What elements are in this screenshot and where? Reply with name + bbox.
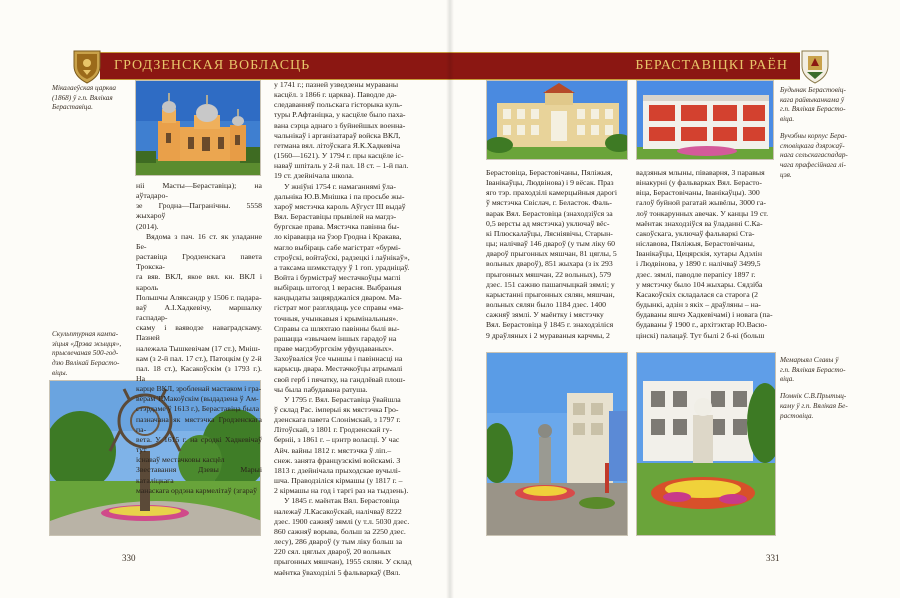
right-header-band (450, 52, 800, 80)
photo-agricultural-lyceum[interactable] (636, 80, 774, 160)
left-header-title: ГРОДЗЕНСКАЯ ВОБЛАСЦЬ (114, 58, 311, 73)
right-text-column-2: вадзяныя млыны, піваварня, 3 паравыя вінакурні (у фальварках Вял. Берасто- віца, Берастовічаны, Іванікаўцы). 300 галоў буйной рагатай жывёлы, 3000 га- лоў тонкарунных авечак. У канцы 19 ст. маёнтак знаходзіўся ва ўладанні С.Ка- сакоўскага, уключаў фальваркі Ста- ніславова, Пяліжыя, Берастовічаны, Іванікаўцы, Цецярскія, хутары Адэлін і Людвінова, у 1890 г. налічваў 3499,5 дзес. зямлі, паводле перапісу 1897 г. у мястэчку было 104 жыхары. Сядзіба Касакоўскіх складалася са старога (2 будынкі, адзін з якіх – драўляны – на- будаваны яшчэ Хадкевічамі) і новага (па- будаваны ў 1900 г., архітэктар Ю.Васю- цінскі) палацаў. Тут былі 2 б-кі (больш (636, 168, 773, 340)
photo-glory-memorial[interactable] (486, 352, 628, 536)
caption-buildings: Будынак Берастовіц- кага райвыканкама ў г.п. Вялікая Берасто- віца. Вучэбны корпус Бера- стовіцкага дзяржаў- нага сельскагаспадар- чага прафесійнага лі- цэя. (780, 86, 848, 179)
photo-church[interactable] (135, 80, 261, 176)
caption-church: Мікалаеўская царква (1868) ў г.п. Вялікая Бераставіца. (52, 84, 116, 112)
right-page (450, 0, 900, 598)
right-header-title: БЕРАСТАВІЦКІ РАЁН (635, 58, 788, 73)
page-number-right: 331 (766, 553, 780, 563)
caption-memorials: Мемарыял Славы ў г.п. Вялікая Берасто- віца. Помнік С.В.Прытыц- каму ў г.п. Вялікая Бе- растовіца. (780, 356, 848, 420)
left-header-band (100, 52, 450, 80)
regional-coat-of-arms-icon (72, 48, 102, 84)
book-gutter-shadow (446, 0, 454, 598)
city-coat-of-arms-icon (800, 48, 830, 84)
left-text-column-2: у 1741 г.; пазней узведзены мураваны касцёл. з 1866 г. царква). Паводле да- следаванняў польскага гісторыка куль- туры Р.Афтаніцка, у касцёле было паха- вана сэрца аднаго з буйнейшых военна- чальнікаў і арганізатараў войска ВКЛ, гетмана вял. літоўскага Я.К.Хадкевіча (1560—1621). У 1794 г. пры касцёле іс- наваў шпіталь у 2-й пал. 18 ст. – 1-й пал. 19 ст. дзейнічала школа. У жніўні 1754 г. намаганнямі ўла- дальніка Ю.В.Мнішка і па просьбе жы- хароў мястэчка кароль Аўгуст III выдаў Вял. Бераставіцы прывілей на магдэ- бургскае права. Мястэчка павінна бы- ло кіравацца на ўзор Гродна і Кракава, магло выбіраць сабе магістрат «бурмі- строўскі, войтаўскі, радзецкі і лаўнікаў», а таксама шэмкстадуу ў 1 гоп. урадніцаў. Войта і бурмістраў местачкоўцы маглі выбіраць штогод 1 верасня. Выбраныя кандыдаты зацвярджаліся дваром. Ма- гістрат мог разглядаць усе справы «ма- точныя, учынкавыя і крымінальныя». Справы са шляхтаю павінны былі вы- рашацца «звычаем іншых гарадоў на праве магдэбургскім уфундаваных». Захоўваліся ўсе чыншы і павіннасці на карысць двара. Местачкоўцы атрымалі свой герб і пячатку, на гандлёвай плош- чы была пабудавана ратуша. У 1795 г. Вял. Бераставіца ўвайшла ў склад Рас. імперыі як мястэчка Гро- дзенскага павета Слонімскай, з 1797 г. Літоўскай, з 1801 г. Гродзенскай гу- берніі, з 1861 г. – цэнтр воласці. У час Айч. вайны 1812 г. мястэчка ў ліп.– снеж. занята французскімі войскамі. З 1813 г. дзейнічала прыходскае вучылі- шча. Праводзіліся кірмашы (у 1817 г. – 2 кірмашы на год і таргі раз на тыдзень). У 1845 г. маёнтак Вял. Берастовіца належаў Л.Касакоўскай, налічваў 8222 дзес. 1900 сажняў зямлі (у т.л. 5030 дзес. 860 сажняў ворыва, больш за 2250 дзес. лесу), 286 двароў (у тым ліку больш за 220 сял. цяглых двароў, 20 вольных прыгонных мяшчан), 1955 сялян. У склад маёнтка ўваходзілі 5 фальваркаў (Вял. (274, 80, 412, 577)
left-text-column-1: ніі Масты—Бераставіца); на аўтадаро- зе Гродна—Пагранічны. 5558 жыхароў (2014). Вядома з пач. 16 ст. як уладанне Бе- раставіца Гродзенскага павета Трокска- га вяв. ВКЛ, якое вял. кн. ВКЛ і кароль Польшчы Аляксандр у 1506 г. падара- ваў А.І.Хадкевічу, маршалку гаспадар- скаму і ваяводзе наваградскаму. Пазней належала Тышкевічам (17 ст.), Мніш- кам (з 2-й пал. 17 ст.), Патоцкім (у 2-й пал. 18 ст.), Касакоўскім (з 1793 г.). На карце ВКЛ, зробленай мастаком і гра- вёрам Т.Макоўскім (выдадзена ў Ам- стэрдаме ў 1613 г.), Бераставіца была пазначана як мястэчка Гродзенскага па- вета. У 1615 г. на сродкі Хадкевічаў тут існаваў местачковы касцёл Звеставання Дзевы Марыі каталіцкага манаскага ордэна кармелітаў (згараў (136, 181, 262, 495)
photo-district-executive-committee[interactable] (486, 80, 628, 160)
page-number-left: 330 (122, 553, 136, 563)
caption-sculpture: Скульптурная кампа- зіцыя «Дрэва жыцця», прысвечаная 500-год- дзю Вялікай Берасто- віцы. (52, 330, 122, 377)
photo-prytytski-monument[interactable] (636, 352, 776, 536)
right-text-column-1: Берастовіца, Берастовічаны, Пяліжыя, Іванікаўцы, Людвінова) і 9 вёсак. Праз яго тэр. праходзілі камерцыйныя дарогі ў мястэчка Свіслач, г. Беласток. Фаль- варак Вял. Берастовіца (знаходзіўся за 0,5 версты ад мястэчка) уключаў вёс- кі Плюскалаўцы, Лясніявічы, Старын- цы; налічваў 146 двароў (у тым ліку 60 двароў прыгонных мяшчан, 81 цяглы, 5 вольных двароў), 851 жыхара (з іх 293 прыгонных мяшчан, 22 вольных), 579 дзес. 151 сажню пашапчыцкай зямлі; у карыстанні прыгонных сялян, мяшчан, вольных сялян было 1184 дзес. 1400 сажняў зямлі. У маёнтку і мястэчку Вял. Берастовіца ў 1845 г. знаходзіліся 9 драўляных і 2 мураваныя карчмы, 2 (486, 168, 618, 340)
